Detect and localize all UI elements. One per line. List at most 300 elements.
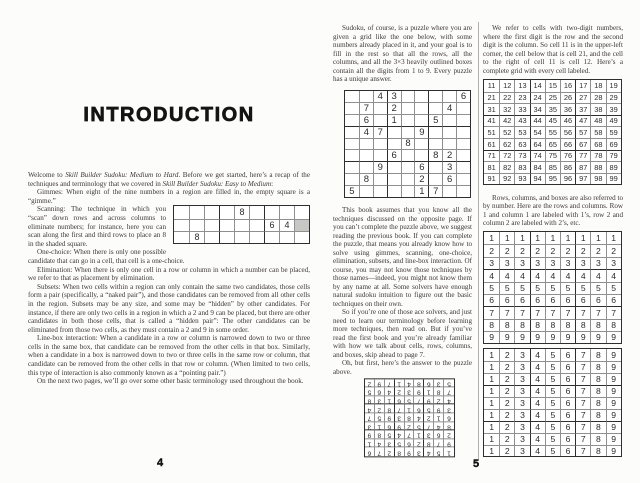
grid-cell: 3	[514, 373, 529, 385]
grid-cell: 5	[385, 431, 395, 440]
ace-solvers-paragraph: So if you’re one of those ace solvers, and just need to learn our terminology before learning more techniques, then read on. But if you’ve read the first book and you’re already familiar with how we talk about cells, rows, columns, and boxes, skip ahead to page 7.	[333, 308, 472, 359]
grid-cell: 9	[373, 161, 387, 173]
grid-cell	[442, 114, 456, 126]
grid-cell: 5	[514, 282, 529, 294]
grid-cell: 8	[414, 379, 424, 388]
page-4	[28, 0, 310, 386]
grid-cell: 95	[545, 173, 560, 185]
grid-cell: 7	[434, 439, 444, 448]
grid-cell: 7	[385, 379, 395, 388]
grid-cell: 7	[575, 306, 590, 318]
grid-cell: 2	[499, 421, 514, 433]
grid-cell	[428, 126, 442, 138]
grid-cell: 8	[395, 448, 405, 457]
grid-cell: 1	[395, 379, 405, 388]
grid-cell: 9	[385, 414, 395, 423]
grid-cell: 7	[444, 388, 454, 397]
grid-cell	[401, 173, 415, 185]
grid-cell: 9	[434, 405, 444, 414]
grid-cell	[204, 219, 219, 231]
grid-cell: 7	[499, 306, 514, 318]
grid-cell: 43	[514, 115, 529, 127]
grid-cell	[373, 173, 387, 185]
grid-cell: 8	[545, 319, 560, 331]
scanning-example-grid	[173, 205, 310, 244]
grid-cell: 9	[414, 126, 428, 138]
grid-cell	[294, 219, 309, 231]
grid-cell: 7	[424, 422, 434, 431]
grid-cell: 9	[606, 445, 621, 457]
grid-cell: 3	[375, 396, 385, 405]
grid-cell: 3	[514, 257, 529, 269]
grid-cell: 4	[444, 396, 454, 405]
grid-cell: 9	[606, 373, 621, 385]
grid-cell	[414, 149, 428, 161]
grid-cell: 9	[606, 385, 621, 397]
grid-cell: 98	[590, 173, 605, 185]
grid-cell: 38	[590, 103, 605, 115]
grid-cell: 2	[424, 414, 434, 423]
grid-cell: 78	[590, 150, 605, 162]
grid-cell: 2	[499, 361, 514, 373]
grid-cell: 7	[590, 306, 605, 318]
grid-cell: 18	[590, 80, 605, 92]
grid-cell: 84	[530, 161, 545, 173]
grid-cell: 3	[414, 448, 424, 457]
grid-cell: 8	[575, 319, 590, 331]
grid-cell	[442, 138, 456, 150]
grid-cell: 2	[375, 405, 385, 414]
answer-grid-upside-down	[364, 378, 455, 457]
grid-cell	[456, 173, 470, 185]
grid-cell: 2	[560, 244, 575, 256]
grid-cell: 7	[575, 361, 590, 373]
grid-cell: 8	[590, 385, 605, 397]
grid-cell	[264, 206, 279, 218]
grid-cell: 8	[428, 149, 442, 161]
scanning-paragraph: Scanning: The technique in which you “scan” down rows and across columns to eliminate numbers; for instance, here you can scan along the first and third rows to place an 8 in the shaded square.	[28, 205, 166, 248]
grid-cell	[219, 206, 234, 218]
grid-cell	[401, 161, 415, 173]
grid-cell: 3	[530, 257, 545, 269]
grid-cell: 8	[590, 361, 605, 373]
grid-cell	[264, 231, 279, 243]
grid-cell: 2	[606, 244, 621, 256]
grid-cell	[387, 138, 401, 150]
grid-cell: 67	[575, 138, 590, 150]
grid-cell: 7	[575, 445, 590, 457]
grid-cell: 8	[590, 397, 605, 409]
grid-cell: 2	[444, 431, 454, 440]
grid-cell: 4	[606, 269, 621, 281]
grid-cell: 1	[414, 185, 428, 197]
grid-cell: 1	[484, 385, 499, 397]
grid-cell: 9	[499, 331, 514, 343]
grid-cell	[234, 231, 249, 243]
grid-cell: 7	[365, 414, 375, 423]
grid-cell: 6	[385, 422, 395, 431]
grid-cell: 6	[484, 294, 499, 306]
grid-cell: 9	[484, 331, 499, 343]
grid-cell: 5	[428, 114, 442, 126]
grid-cell	[373, 185, 387, 197]
grid-cell: 5	[345, 185, 359, 197]
grid-cell	[428, 173, 442, 185]
grid-cell: 81	[484, 161, 499, 173]
grid-cell: 6	[359, 114, 373, 126]
grid-cell: 3	[365, 422, 375, 431]
grid-cell	[401, 126, 415, 138]
grid-cell: 4	[530, 421, 545, 433]
grid-cell: 9	[444, 439, 454, 448]
book-title-italic: Skill Builder Sudoku: Easy to Medium	[162, 179, 272, 188]
grid-cell: 2	[499, 385, 514, 397]
grid-cell: 5	[545, 433, 560, 445]
grid-cell	[219, 219, 234, 231]
grid-cell: 7	[575, 373, 590, 385]
grid-cell: 9	[424, 396, 434, 405]
grid-cell: 58	[590, 126, 605, 138]
closing-paragraph: On the next two pages, we’ll go over some other basic terminology used throughout the book.	[37, 377, 304, 386]
grid-cell: 8	[484, 319, 499, 331]
grid-cell: 61	[484, 138, 499, 150]
grid-cell: 3	[560, 257, 575, 269]
book-title-italic: Skill Builder Sudoku: Medium to Hard	[65, 171, 179, 179]
grid-cell: 5	[424, 405, 434, 414]
grid-cell: 2	[499, 433, 514, 445]
grid-cell: 6	[444, 414, 454, 423]
grid-cell: 75	[545, 150, 560, 162]
grid-cell	[414, 138, 428, 150]
grid-cell: 9	[375, 379, 385, 388]
grid-cell	[401, 114, 415, 126]
grid-cell: 3	[385, 439, 395, 448]
page-number-4: 4	[157, 457, 164, 469]
grid-cell: 6	[560, 294, 575, 306]
grid-cell: 26	[560, 92, 575, 104]
grid-cell: 8	[385, 405, 395, 414]
grid-cell: 9	[606, 409, 621, 421]
grid-cell: 4	[514, 269, 529, 281]
grid-cell: 4	[375, 439, 385, 448]
grid-cell: 8	[234, 206, 249, 218]
grid-cell	[387, 126, 401, 138]
grid-cell: 4	[530, 361, 545, 373]
grid-cell: 4	[279, 219, 294, 231]
grid-cell: 7	[484, 306, 499, 318]
grid-cell: 7	[560, 306, 575, 318]
grid-cell: 3	[514, 433, 529, 445]
grid-cell	[345, 138, 359, 150]
grid-cell: 34	[530, 103, 545, 115]
grid-cell: 6	[387, 149, 401, 161]
grid-cell: 69	[606, 138, 621, 150]
grid-cell: 37	[575, 103, 590, 115]
grid-cell: 7	[414, 396, 424, 405]
grid-cell: 88	[590, 161, 605, 173]
grid-cell	[373, 149, 387, 161]
grid-cell: 9	[395, 422, 405, 431]
grid-cell: 9	[606, 361, 621, 373]
grid-cell: 6	[395, 396, 405, 405]
grid-cell: 5	[545, 421, 560, 433]
grid-cell: 1	[434, 414, 444, 423]
cell-coordinates-grid	[483, 79, 622, 185]
grid-cell	[359, 149, 373, 161]
answer-intro-paragraph: Oh, but first, here’s the answer to the puzzle above.	[333, 359, 472, 376]
grid-cell: 3	[387, 91, 401, 103]
grid-cell: 1	[484, 373, 499, 385]
grid-cell: 2	[385, 448, 395, 457]
grid-cell: 39	[606, 103, 621, 115]
grid-cell: 96	[560, 173, 575, 185]
page-4-body	[28, 171, 310, 386]
grid-cell: 77	[575, 150, 590, 162]
grid-cell	[442, 91, 456, 103]
grid-cell: 9	[530, 331, 545, 343]
grid-cell: 36	[560, 103, 575, 115]
grid-cell	[387, 173, 401, 185]
grid-cell	[345, 91, 359, 103]
grid-cell: 5	[365, 388, 375, 397]
grid-cell	[456, 149, 470, 161]
grid-cell: 1	[530, 232, 545, 244]
grid-cell: 56	[560, 126, 575, 138]
page-5-column-1	[333, 24, 472, 458]
grid-cell: 7	[395, 405, 405, 414]
grid-cell	[456, 185, 470, 197]
grid-cell: 4	[530, 385, 545, 397]
grid-cell: 4	[590, 269, 605, 281]
grid-cell	[401, 185, 415, 197]
grid-cell	[174, 231, 189, 243]
grid-cell	[373, 114, 387, 126]
cell-numbering-paragraph: We refer to cells with two-digit numbers, where the first digit is the row and the second digit is the column. So cell 11 is in the upper-left corner, the cell below that is cell 21, and the cell to the right of cell 11 is cell 12. Here’s a complete grid with every cell labeled.	[483, 24, 623, 75]
grid-cell: 2	[499, 373, 514, 385]
grid-cell: 1	[606, 232, 621, 244]
grid-cell: 5	[545, 397, 560, 409]
grid-cell: 5	[395, 439, 405, 448]
grid-cell	[279, 206, 294, 218]
grid-cell: 93	[514, 173, 529, 185]
grid-cell: 5	[545, 349, 560, 361]
grid-cell: 47	[575, 115, 590, 127]
grid-cell: 92	[499, 173, 514, 185]
grid-cell: 4	[530, 269, 545, 281]
grid-cell: 8	[606, 319, 621, 331]
grid-cell	[174, 219, 189, 231]
grid-cell: 5	[590, 282, 605, 294]
grid-cell: 31	[484, 103, 499, 115]
grid-cell: 6	[499, 294, 514, 306]
grid-cell: 83	[514, 161, 529, 173]
grid-cell: 2	[499, 409, 514, 421]
grid-cell: 44	[530, 115, 545, 127]
grid-cell	[249, 219, 264, 231]
grid-cell: 7	[545, 306, 560, 318]
grid-cell: 6	[545, 294, 560, 306]
example-puzzle-grid	[344, 90, 471, 198]
grid-cell: 6	[456, 91, 470, 103]
grid-cell: 8	[590, 349, 605, 361]
grid-cell: 5	[499, 282, 514, 294]
grid-cell: 6	[434, 431, 444, 440]
grid-cell	[294, 206, 309, 218]
grid-cell: 8	[560, 319, 575, 331]
grid-cell: 4	[499, 269, 514, 281]
grid-cell: 8	[590, 373, 605, 385]
grid-cell: 3	[514, 385, 529, 397]
grid-cell: 27	[575, 92, 590, 104]
grid-cell: 76	[560, 150, 575, 162]
grid-cell: 6	[560, 409, 575, 421]
grid-cell: 41	[484, 115, 499, 127]
grid-cell: 55	[545, 126, 560, 138]
column-numbers-grid	[483, 348, 622, 457]
grid-cell: 1	[385, 396, 395, 405]
grid-cell: 8	[424, 439, 434, 448]
grid-cell: 4	[530, 433, 545, 445]
grid-cell: 8	[590, 409, 605, 421]
grid-cell: 6	[560, 397, 575, 409]
grid-cell	[442, 185, 456, 197]
grid-cell: 7	[575, 349, 590, 361]
grid-cell: 3	[442, 161, 456, 173]
grid-cell: 2	[387, 102, 401, 114]
grid-cell: 4	[405, 379, 415, 388]
grid-cell: 3	[514, 409, 529, 421]
grid-cell: 97	[575, 173, 590, 185]
grid-cell: 68	[590, 138, 605, 150]
grid-cell: 5	[484, 282, 499, 294]
grid-cell: 7	[575, 385, 590, 397]
page-number-5: 5	[473, 458, 480, 470]
grid-cell: 3	[444, 405, 454, 414]
grid-cell: 8	[530, 319, 545, 331]
grid-cell: 12	[499, 80, 514, 92]
grid-cell: 72	[499, 150, 514, 162]
grid-cell: 5	[434, 448, 444, 457]
grid-cell: 8	[405, 414, 415, 423]
grid-cell: 6	[560, 421, 575, 433]
grid-cell: 4	[530, 373, 545, 385]
grid-cell: 2	[405, 422, 415, 431]
grid-cell: 3	[575, 257, 590, 269]
grid-cell: 14	[530, 80, 545, 92]
grid-cell	[456, 161, 470, 173]
grid-cell: 4	[530, 397, 545, 409]
grid-cell: 2	[414, 173, 428, 185]
grid-cell: 86	[560, 161, 575, 173]
grid-cell: 4	[545, 269, 560, 281]
grid-cell	[401, 102, 415, 114]
grid-cell: 6	[560, 385, 575, 397]
grid-cell: 1	[484, 421, 499, 433]
grid-cell: 6	[264, 219, 279, 231]
grid-cell: 42	[499, 115, 514, 127]
grid-cell: 6	[365, 448, 375, 457]
grid-cell: 2	[530, 244, 545, 256]
grid-cell: 6	[606, 294, 621, 306]
grid-cell: 8	[590, 319, 605, 331]
grid-cell: 4	[530, 349, 545, 361]
grid-cell	[345, 102, 359, 114]
grid-cell: 8	[434, 388, 444, 397]
grid-cell: 4	[484, 269, 499, 281]
grid-cell: 7	[373, 126, 387, 138]
grid-cell: 9	[606, 349, 621, 361]
grid-cell	[359, 185, 373, 197]
grid-cell	[345, 161, 359, 173]
grid-cell: 6	[442, 173, 456, 185]
grid-cell: 3	[514, 397, 529, 409]
grid-cell: 2	[545, 244, 560, 256]
grid-cell: 28	[590, 92, 605, 104]
grid-cell: 7	[514, 306, 529, 318]
grid-cell	[249, 206, 264, 218]
grid-cell: 82	[499, 161, 514, 173]
grid-cell: 74	[530, 150, 545, 162]
grid-cell: 9	[545, 331, 560, 343]
subsets-paragraph: Subsets: When two cells within a region can only contain the same two candidates, those cells form a pair (specifically, a “naked pair”), and those candidates can be removed from all other cells in the region. Subsets may be any size, and some may be “hidden” by other candidates. For instance, if there are only two cells in a region in which a 2 and 9 can be placed, but there are other candidates in both those cells, that is called a “hidden pair”: The other candidates can be eliminated from those two cells, as they must contain a 2 and 9 in some order.	[28, 282, 310, 334]
grid-cell	[189, 219, 204, 231]
grid-cell: 3	[499, 257, 514, 269]
grid-cell: 6	[424, 379, 434, 388]
grid-cell: 9	[590, 331, 605, 343]
grid-cell: 7	[575, 409, 590, 421]
page-5-column-2	[483, 24, 623, 457]
row-numbers-grid	[483, 231, 622, 345]
grid-cell: 2	[499, 244, 514, 256]
grid-cell	[234, 219, 249, 231]
grid-cell: 65	[545, 138, 560, 150]
grid-cell: 64	[530, 138, 545, 150]
grid-cell: 6	[560, 349, 575, 361]
grid-cell: 54	[530, 126, 545, 138]
grid-cell: 8	[590, 433, 605, 445]
grid-cell: 21	[484, 92, 499, 104]
grid-cell	[428, 138, 442, 150]
grid-cell: 66	[560, 138, 575, 150]
grid-cell: 2	[590, 244, 605, 256]
grid-cell	[345, 149, 359, 161]
grid-cell	[345, 114, 359, 126]
grid-cell: 53	[514, 126, 529, 138]
grid-cell: 52	[499, 126, 514, 138]
grid-cell: 9	[606, 433, 621, 445]
grid-cell: 1	[484, 433, 499, 445]
grid-cell: 63	[514, 138, 529, 150]
grid-cell	[359, 161, 373, 173]
grid-cell: 7	[575, 421, 590, 433]
grid-cell: 3	[514, 445, 529, 457]
grid-cell	[456, 138, 470, 150]
grid-cell: 2	[442, 149, 456, 161]
grid-cell: 6	[414, 161, 428, 173]
grid-cell	[345, 126, 359, 138]
grid-cell: 87	[575, 161, 590, 173]
grid-cell: 4	[385, 388, 395, 397]
page-title: INTRODUCTION	[83, 104, 255, 126]
text-segment: Welcome to	[28, 171, 66, 179]
grid-cell: 4	[373, 91, 387, 103]
grid-cell: 1	[575, 232, 590, 244]
grid-cell: 6	[575, 294, 590, 306]
grid-cell: 2	[484, 244, 499, 256]
grid-cell: 7	[575, 397, 590, 409]
grid-cell: 9	[606, 421, 621, 433]
grid-cell: 3	[434, 379, 444, 388]
